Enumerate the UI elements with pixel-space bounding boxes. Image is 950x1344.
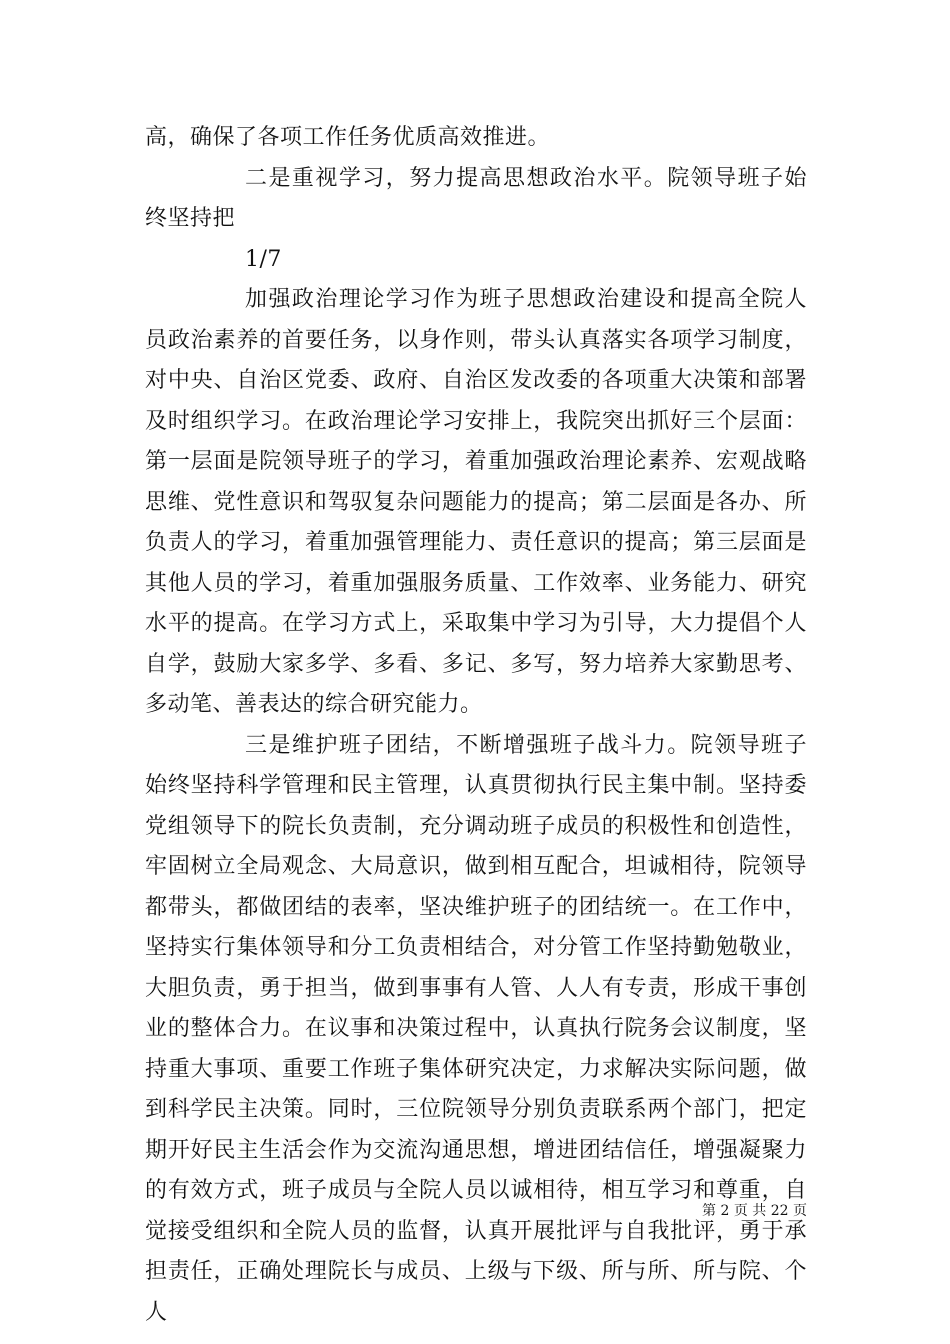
paragraph-study-heading: 二是重视学习，努力提高思想政治水平。院领导班子始终坚持把 <box>145 165 807 231</box>
page-number-footer: 第 2 页 共 22 页 <box>702 1203 807 1219</box>
paragraph-continuation: 高，确保了各项工作任务优质高效推进。 <box>145 125 551 150</box>
paragraph-study-body: 加强政治理论学习作为班子思想政治建设和提高全院人员政治素养的首要任务，以身作则，带头认真落实各项学习制度，对中央、自治区党委、政府、自治区发改委的各项重大决策和部署及时组织学习。在政治理论学习安排上，我院突出抓好三个层面：第一层面是院领导班子的学习，着重加强政治理论素养、宏观战略思维、党性意识和驾驭复杂问题能力的提高；第二层面是各办、所负责人的学习，着重加强管理能力、责任意识的提高；第三层面是其他人员的学习，着重加强服务质量、工作效率、业务能力、研究水平的提高。在学习方式上，采取集中学习为引导，大力提倡个人自学，鼓励大家多学、多看、多记、多写，努力培养大家勤思考、多动笔、善表达的综合研究能力。 <box>145 287 807 717</box>
inline-page-marker: 1/7 <box>245 246 282 272</box>
body-text <box>145 118 807 1333</box>
paragraph-unity: 三是维护班子团结，不断增强班子战斗力。院领导班子始终坚持科学管理和民主管理，认真贯彻执行民主集中制。坚持委党组领导下的院长负责制，充分调动班子成员的积极性和创造性，牢固树立全局观念、大局意识，做到相互配合，坦诚相待，院领导都带头，都做团结的表率，坚决维护班子的团结统一。在工作中，坚持实行集体领导和分工负责相结合，对分管工作坚持勤勉敬业，大胆负责，勇于担当，做到事事有人管、人人有专责，形成干事创业的整体合力。在议事和决策过程中，认真执行院务会议制度，坚持重大事项、重要工作班子集体研究决定，力求解决实际问题，做到科学民主决策。同时，三位院领导分别负责联系两个部门，把定期开好民主生活会作为交流沟通思想，增进团结信任，增强凝聚力的有效方式，班子成员与全院人员以诚相待，相互学习和尊重，自觉接受组织和全院人员的监督，认真开展批评与自我批评，勇于承担责任，正确处理院长与成员、上级与下级、所与所、所与院、个人 <box>145 732 807 1325</box>
